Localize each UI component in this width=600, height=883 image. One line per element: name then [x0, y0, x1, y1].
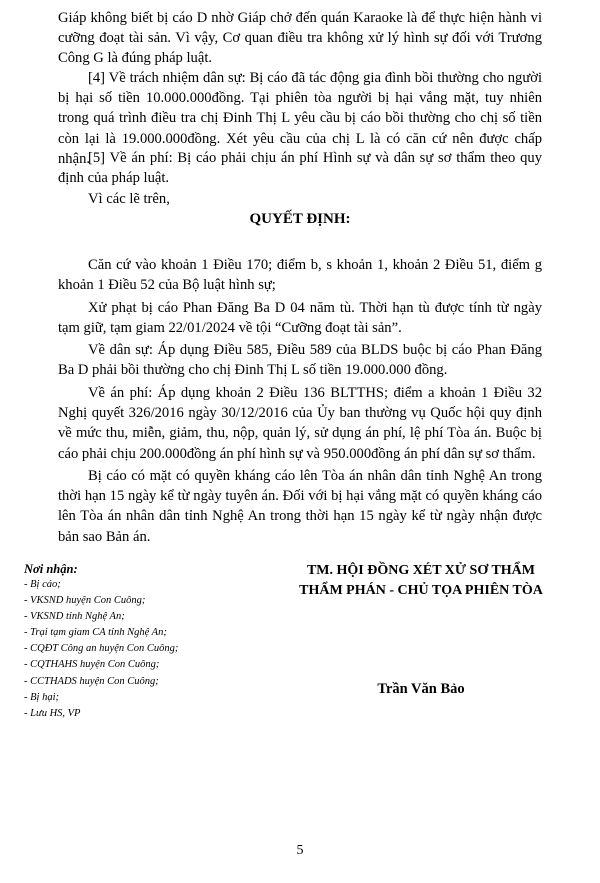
decision-legal-basis: Căn cứ vào khoản 1 Điều 170; điểm b, s khoản 1, khoản 2 Điều 51, điểm g khoản 1 Điều 52 của Bộ luật hình sự; — [58, 257, 542, 294]
recipient-item: - CQĐT Công an huyện Con Cuông; — [24, 643, 179, 655]
decision-civil: Về dân sự: Áp dụng Điều 585, Điều 589 của BLDS buộc bị cáo Phan Đăng Ba D phải bồi thường cho chị Đinh Thị L số tiền 19.000.000 đồng. — [58, 342, 542, 379]
signature-block — [276, 561, 566, 698]
decision-court-fee: Về án phí: Áp dụng khoản 2 Điều 136 BLTTHS; điểm a khoản 1 Điều 32 Nghị quyết 326/2016 ngày 30/12/2016 của Ủy ban thường vụ Quốc hội quy định về mức thu, miễn, giảm, thu, nộp, quản lý, sử dụng án phí, lệ phí Tòa án. Buộc bị cáo phải chịu 200.000đồng án phí hình sự và 950.000đồng án phí dân sự sơ thẩm. — [58, 385, 542, 462]
recipients-list — [24, 577, 274, 722]
paragraph-court-fee: [5] Về án phí: Bị cáo phải chịu án phí Hình sự và dân sự sơ thẩm theo quy định của pháp luật. — [58, 150, 542, 187]
recipients-block — [24, 562, 274, 722]
signature-judge-title: THẨM PHÁN - CHỦ TỌA PHIÊN TÒA — [299, 583, 543, 598]
paragraph-intro-continuation: Giáp không biết bị cáo D nhờ Giáp chở đến quán Karaoke là để thực hiện hành vi cưỡng đoạt tài sản. Vì vậy, Cơ quan điều tra không xử lý hình sự đối với Trương Công G là đúng pháp luật. — [58, 10, 542, 67]
signature-judge-name: Trần Văn Bảo — [377, 681, 465, 697]
recipient-item: - Trại tạm giam CA tỉnh Nghệ An; — [24, 627, 167, 639]
paragraph-for-these-reasons: Vì các lẽ trên, — [88, 191, 170, 207]
signature-council-title: TM. HỘI ĐỒNG XÉT XỬ SƠ THẨM — [306, 563, 536, 578]
decision-sentence: Xử phạt bị cáo Phan Đăng Ba D 04 năm tù. Thời hạn tù được tính từ ngày tạm giữ, tạm giam 22/01/2024 về tội “Cưỡng đoạt tài sản”. — [58, 300, 542, 337]
paragraph-civil-liability: [4] Về trách nhiệm dân sự: Bị cáo đã tác động gia đình bồi thường cho người bị hại số tiền 10.000.000đồng. Tại phiên tòa người bị hại vắng mặt, tuy nhiên trong quá trình điều tra chị Đinh Thị L yêu cầu bị cáo bồi thường cho chị số tiền còn lại là 19.000.000đồng. Xét yêu cầu của chị L là có căn cứ nên được chấp nhận. — [58, 70, 542, 167]
recipients-title: Nơi nhận: — [24, 562, 78, 576]
decision-heading: QUYẾT ĐỊNH: — [249, 211, 351, 227]
recipient-item: - CCTHADS huyện Con Cuông; — [24, 675, 159, 687]
recipient-item: - Lưu HS, VP — [24, 707, 81, 719]
decision-appeal-rights: Bị cáo có mặt có quyền kháng cáo lên Tòa án nhân dân tỉnh Nghệ An trong thời hạn 15 ngày kể từ ngày tuyên án. Đối với bị hại vắng mặt có quyền kháng cáo lên Tòa án nhân dân tỉnh Nghệ An trong thời hạn 15 ngày kể từ ngày nhận được bản sao Bản án. — [58, 468, 542, 545]
recipient-item: - Bị cáo; — [24, 579, 61, 590]
page-number: 5 — [296, 843, 304, 858]
recipient-item: - Bị hại; — [24, 691, 59, 703]
recipient-item: - CQTHAHS huyện Con Cuông; — [24, 659, 160, 671]
recipient-item: - VKSND huyện Con Cuông; — [24, 595, 146, 607]
recipient-item: - VKSND tỉnh Nghệ An; — [24, 611, 125, 623]
